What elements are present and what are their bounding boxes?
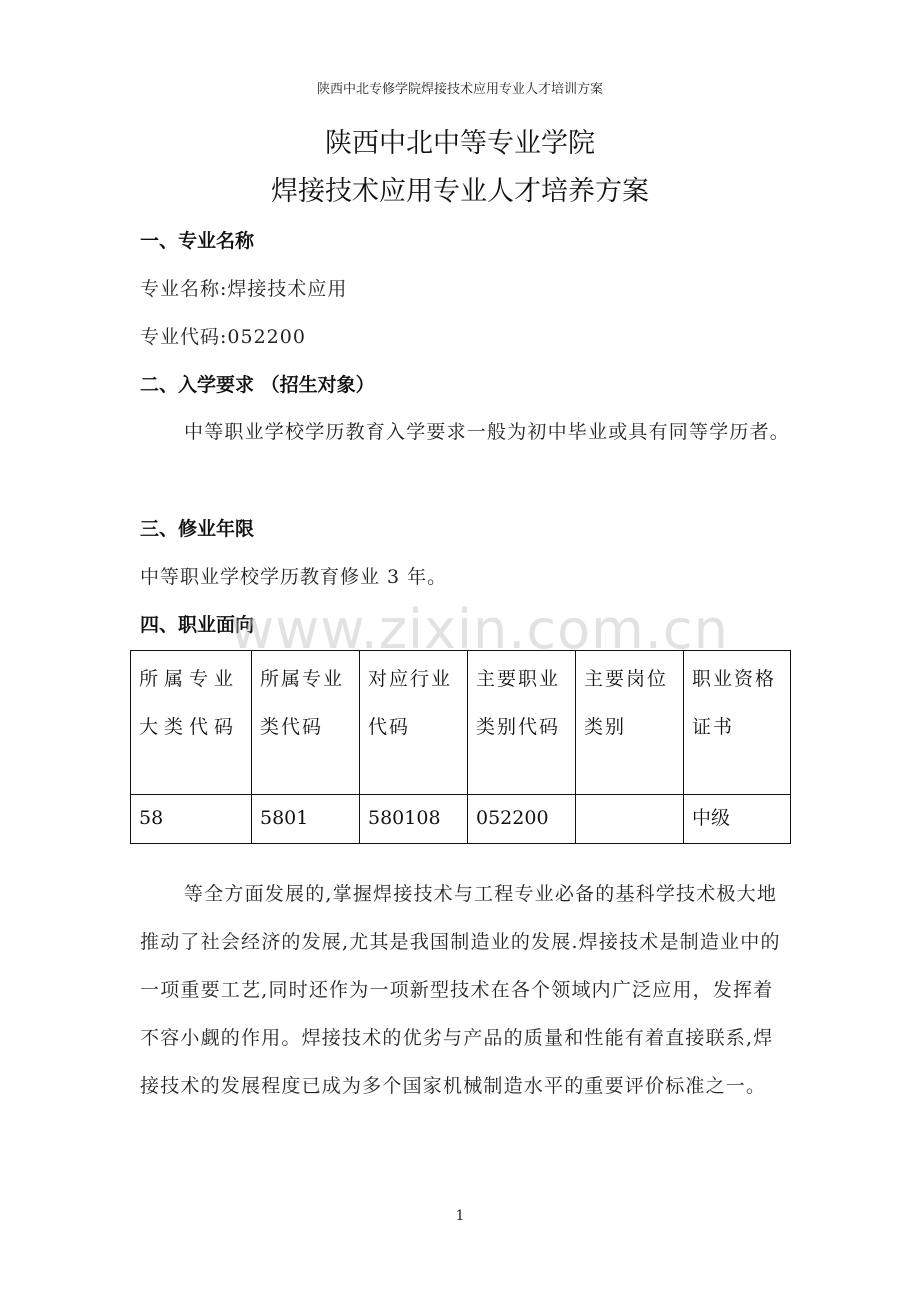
table-header-cell: 职业资格证书 (684, 651, 791, 795)
table-cell: 580108 (360, 795, 468, 844)
major-name-line: 专业名称:焊接技术应用 (140, 278, 348, 300)
table-cell: 052200 (468, 795, 576, 844)
table-cell (576, 795, 684, 844)
section1-heading: 一、专业名称 (140, 230, 255, 252)
table-cell: 中级 (684, 795, 791, 844)
table-cell: 5801 (252, 795, 360, 844)
section2-heading: 二、入学要求 （招生对象） (140, 374, 375, 396)
table-header-cell: 主要职业类别代码 (468, 651, 576, 795)
table-row (131, 795, 791, 844)
document-title-line2: 焊接技术应用专业人才培养方案 (271, 176, 649, 207)
running-header: 陕西中北专修学院焊接技术应用专业人才培训方案 (316, 82, 603, 97)
table-cell: 58 (131, 795, 252, 844)
table-header-cell: 所属专业类代码 (252, 651, 360, 795)
body-paragraph: 等全方面发展的,掌握焊接技术与工程专业必备的基科学技术极大地推动了社会经济的发展,尤其是我国制造业的发展.焊接技术是制造业中的一项重要工艺,同时还作为一项新型技术在各个领域内广泛应用，发挥着不容小觑的作用。焊接技术的优劣与产品的质量和性能有着直接联系,焊接技术的发展程度已成为多个国家机械制造水平的重要评价标准之一。 (140, 883, 781, 1097)
admission-paragraph: 中等职业学校学历教育入学要求一般为初中毕业或具有同等学历者。 (184, 421, 791, 443)
section4-heading: 四、职业面向 (140, 614, 255, 636)
watermark: www.zixin.com.cn (230, 598, 729, 661)
table-header-cell: 所属专业大类代码 (131, 651, 252, 795)
table-header-cell: 对应行业代码 (360, 651, 468, 795)
page-number: 1 (455, 1208, 465, 1224)
table-header-row (131, 651, 791, 795)
career-orientation-table (130, 650, 791, 844)
document-title-line1: 陕西中北中等专业学院 (325, 128, 595, 159)
section3-heading: 三、修业年限 (140, 518, 255, 540)
major-code-line: 专业代码:052200 (140, 326, 306, 348)
duration-line: 中等职业学校学历教育修业 3 年。 (140, 566, 448, 588)
table-header-cell: 主要岗位类别 (576, 651, 684, 795)
